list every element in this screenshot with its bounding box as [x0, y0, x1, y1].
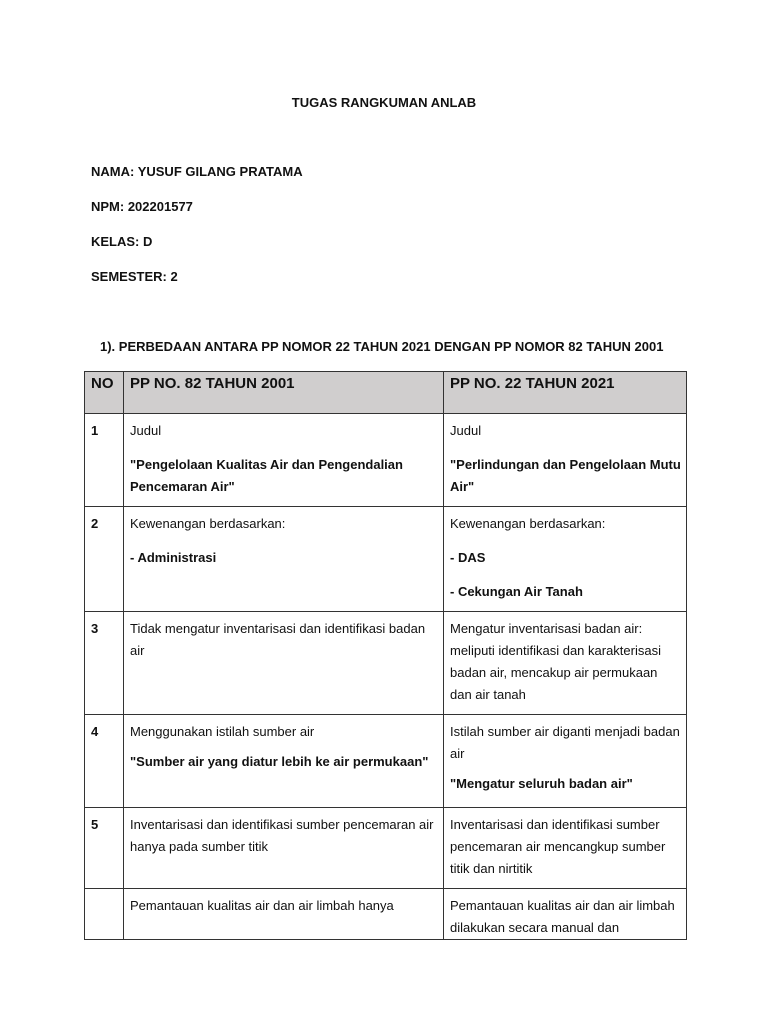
row-number: 5 — [85, 808, 124, 889]
table-row — [85, 715, 687, 808]
pp22-cell — [444, 507, 687, 612]
pp82-cell — [124, 808, 444, 889]
pp82-cell — [124, 414, 444, 507]
table-row — [85, 414, 687, 507]
pp22-cell — [444, 808, 687, 889]
cell-label: Judul — [450, 423, 482, 438]
pp82-cell — [124, 889, 444, 940]
cell-label: Istilah sumber air diganti menjadi badan air — [450, 724, 680, 761]
section-heading: 1). PERBEDAAN ANTARA PP NOMOR 22 TAHUN 2021 DENGAN PP NOMOR 82 TAHUN 2001 — [100, 339, 664, 354]
row-number: 3 — [85, 612, 124, 715]
cell-label: Judul — [130, 423, 162, 438]
cell-text: Inventarisasi dan identifikasi sumber pencemaran air mencangkup sumber titik dan nirtitik — [450, 817, 666, 876]
cell-quote: "Sumber air yang diatur lebih ke air permukaan" — [130, 754, 429, 769]
table-row — [85, 507, 687, 612]
cell-item: - DAS — [450, 550, 486, 565]
row-number: 4 — [85, 715, 124, 808]
cell-text: Pemantauan kualitas air dan air limbah dilakukan secara manual dan — [450, 898, 675, 935]
pp82-cell — [124, 715, 444, 808]
student-class: KELAS: D — [91, 234, 153, 249]
table-header-row — [85, 372, 687, 414]
cell-item: - Administrasi — [130, 550, 217, 565]
cell-label: Kewenangan berdasarkan: — [130, 516, 286, 531]
table-row — [85, 612, 687, 715]
row-number: 1 — [85, 414, 124, 507]
cell-quote: "Pengelolaan Kualitas Air dan Pengendalian Pencemaran Air" — [130, 457, 403, 494]
cell-quote: "Mengatur seluruh badan air" — [450, 776, 633, 791]
header-pp-82: PP NO. 82 TAHUN 2001 — [124, 372, 444, 414]
row-number — [85, 889, 124, 940]
student-semester: SEMESTER: 2 — [91, 269, 178, 284]
table-row — [85, 889, 687, 940]
cell-label: Kewenangan berdasarkan: — [450, 516, 606, 531]
pp22-cell — [444, 414, 687, 507]
pp22-cell — [444, 612, 687, 715]
table-row — [85, 808, 687, 889]
header-no: NO — [85, 372, 124, 414]
comparison-table — [84, 371, 687, 940]
cell-text: Inventarisasi dan identifikasi sumber pencemaran air hanya pada sumber titik — [130, 817, 434, 854]
cell-label: Menggunakan istilah sumber air — [130, 724, 315, 739]
student-name: NAMA: YUSUF GILANG PRATAMA — [91, 164, 303, 179]
student-npm: NPM: 202201577 — [91, 199, 193, 214]
row-number: 2 — [85, 507, 124, 612]
pp22-cell — [444, 715, 687, 808]
cell-text: Mengatur inventarisasi badan air: meliputi identifikasi dan karakterisasi badan air, mencakup air permukaan dan air tanah — [450, 621, 661, 702]
cell-quote: "Perlindungan dan Pengelolaan Mutu Air" — [450, 457, 681, 494]
header-pp-22: PP NO. 22 TAHUN 2021 — [444, 372, 687, 414]
cell-text: Tidak mengatur inventarisasi dan identifikasi badan air — [130, 621, 426, 658]
cell-item: - Cekungan Air Tanah — [450, 584, 583, 599]
document-title: TUGAS RANGKUMAN ANLAB — [291, 95, 477, 110]
pp82-cell — [124, 507, 444, 612]
cell-text: Pemantauan kualitas air dan air limbah hanya — [130, 898, 394, 913]
pp22-cell — [444, 889, 687, 940]
pp82-cell — [124, 612, 444, 715]
